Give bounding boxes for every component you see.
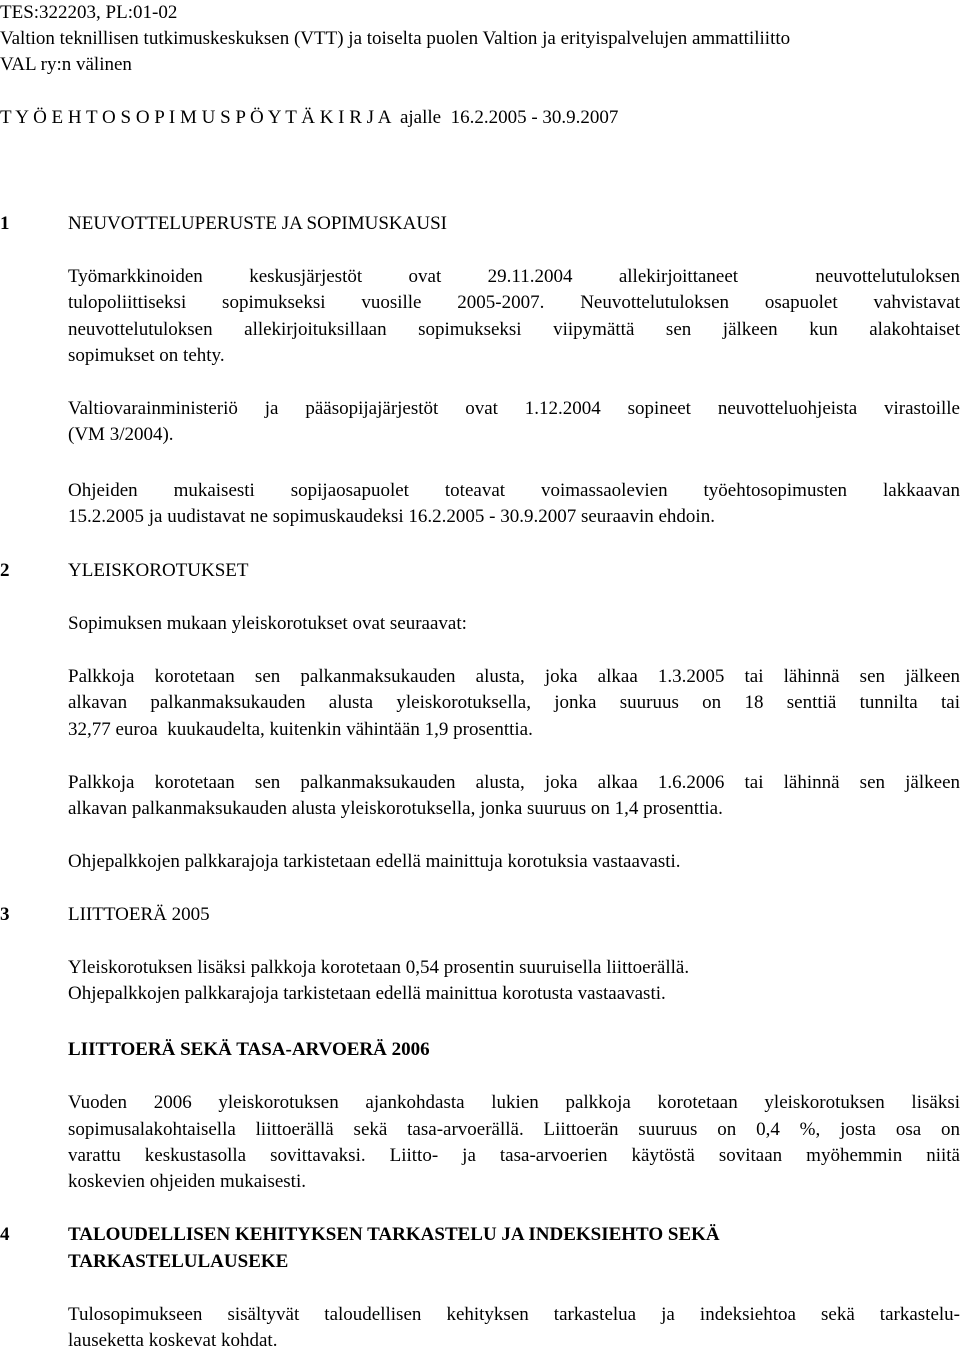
- section-1-p1-line-1: Työmarkkinoiden keskusjärjestöt ovat 29.11.2004 allekirjoittaneet neuvottelutuloksen: [68, 266, 960, 287]
- section-3-p2-line-3: varattu keskustasolla sovittavaksi. Liitto- ja tasa-arvoerien käytöstä sovitaan myöhemmin niitä: [68, 1145, 960, 1166]
- section-4-p1-line-2: lauseketta koskevat kohdat.: [68, 1330, 278, 1351]
- section-4-number: 4: [0, 1224, 10, 1245]
- section-3-heading: LIITTOERÄ 2005: [68, 904, 210, 925]
- section-2-p2-line-1: Palkkoja korotetaan sen palkanmaksukauden alusta, joka alkaa 1.3.2005 tai lähinnä sen jälkeen: [68, 666, 960, 687]
- section-4-p1-line-1: Tulosopimukseen sisältyvät taloudellisen kehityksen tarkastelua ja indeksiehtoa sekä tarkastelu-: [68, 1304, 960, 1325]
- section-2-p2-line-3: 32,77 euroa kuukaudelta, kuitenkin vähintään 1,9 prosenttia.: [68, 719, 533, 740]
- section-3-subheading: LIITTOERÄ SEKÄ TASA-ARVOERÄ 2006: [68, 1039, 430, 1060]
- section-1-heading: NEUVOTTELUPERUSTE JA SOPIMUSKAUSI: [68, 213, 447, 234]
- section-3-number: 3: [0, 904, 10, 925]
- section-4-heading-line-1: TALOUDELLISEN KEHITYKSEN TARKASTELU JA INDEKSIEHTO SEKÄ: [68, 1224, 720, 1245]
- section-2-p1: Sopimuksen mukaan yleiskorotukset ovat seuraavat:: [68, 613, 467, 634]
- section-1-p3-line-2: 15.2.2005 ja uudistavat ne sopimuskaudeksi 16.2.2005 - 30.9.2007 seuraavin ehdoin.: [68, 506, 715, 527]
- section-1-p2-line-2: (VM 3/2004).: [68, 424, 174, 445]
- section-2-p2-line-2: alkavan palkanmaksukauden alusta yleiskorotuksella, jonka suuruus on 18 senttiä tunnilta tai: [68, 692, 960, 713]
- section-1-p3-line-1: Ohjeiden mukaisesti sopijaosapuolet toteavat voimassaolevien työehtosopimusten lakkaavan: [68, 480, 960, 501]
- section-3-p1-line-2: Ohjepalkkojen palkkarajoja tarkistetaan edellä mainittua korotusta vastaavasti.: [68, 983, 666, 1004]
- section-2-p3-line-1: Palkkoja korotetaan sen palkanmaksukauden alusta, joka alkaa 1.6.2006 tai lähinnä sen jälkeen: [68, 772, 960, 793]
- section-3-p2-line-4: koskevien ohjeiden mukaisesti.: [68, 1171, 306, 1192]
- section-3-p2-line-1: Vuoden 2006 yleiskorotuksen ajankohdasta lukien palkkoja korotetaan yleiskorotuksen lisäksi: [68, 1092, 960, 1113]
- parties-line-1: Valtion teknillisen tutkimuskeskuksen (VTT) ja toiselta puolen Valtion ja erityispalvelujen ammattiliitto: [0, 28, 791, 49]
- document-reference: TES:322203, PL:01-02: [0, 2, 178, 23]
- section-1-p1-line-3: neuvottelutuloksen allekirjoituksillaan sopimukseksi viipymättä sen jälkeen kun alakohtaiset: [68, 319, 960, 340]
- document-title: T Y Ö E H T O S O P I M U S P Ö Y T Ä K I R J A ajalle 16.2.2005 - 30.9.2007: [0, 107, 619, 128]
- section-2-p4: Ohjepalkkojen palkkarajoja tarkistetaan edellä mainittuja korotuksia vastaavasti.: [68, 851, 681, 872]
- section-3-p1-line-1: Yleiskorotuksen lisäksi palkkoja korotetaan 0,54 prosentin suuruisella liittoerällä.: [68, 957, 690, 978]
- section-2-heading: YLEISKOROTUKSET: [68, 560, 249, 581]
- section-3-p2-line-2: sopimusalakohtaisella liittoerällä sekä tasa-arvoerällä. Liittoerän suuruus on 0,4 %, josta osa on: [68, 1119, 960, 1140]
- section-1-p1-line-2: tulopoliittiseksi sopimukseksi vuosille 2005-2007. Neuvottelutuloksen osapuolet vahvistavat: [68, 292, 960, 313]
- parties-line-2: VAL ry:n välinen: [0, 54, 132, 75]
- section-4-heading-line-2: TARKASTELULAUSEKE: [68, 1251, 289, 1272]
- section-2-p3-line-2: alkavan palkanmaksukauden alusta yleiskorotuksella, jonka suuruus on 1,4 prosenttia.: [68, 798, 723, 819]
- section-1-number: 1: [0, 213, 10, 234]
- section-1-p1-line-4: sopimukset on tehty.: [68, 345, 225, 366]
- section-2-number: 2: [0, 560, 10, 581]
- section-1-p2-line-1: Valtiovarainministeriö ja pääsopijajärjestöt ovat 1.12.2004 sopineet neuvotteluohjeista virastoille: [68, 398, 960, 419]
